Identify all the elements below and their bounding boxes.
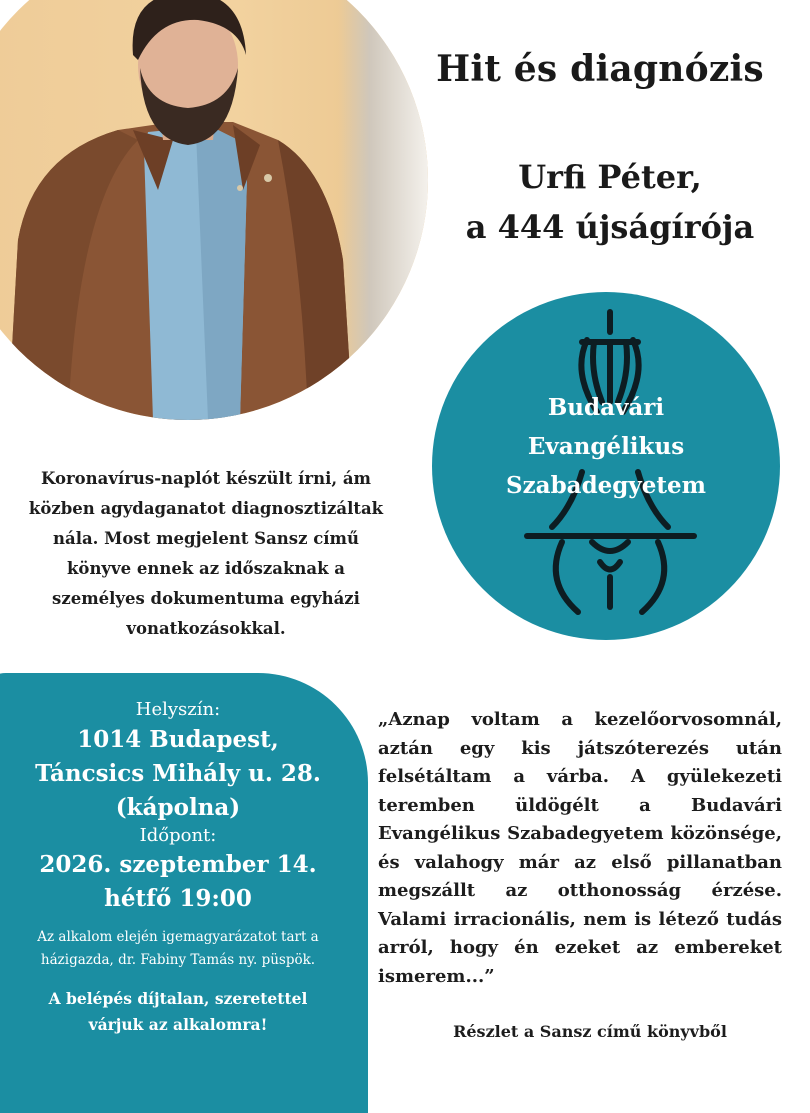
event-info-box [0,673,368,1113]
speaker-figure [0,0,428,420]
location-label: Helyszín: [135,699,221,720]
address-line-1: 1014 Budapest, [77,726,279,753]
page-title: Hit és diagnózis [436,48,764,90]
logo-text [432,388,780,505]
intro-paragraph: Koronavírus-naplót készült írni, ám közben agydaganatot diagnosztizáltak nála. Most megjelent Sansz című könyve ennek az időszaknak a személyes dokumentuma egyházi vonatkozásokkal. [28,469,384,638]
event-time: hétfő 19:00 [104,885,252,912]
address-line-2: Táncsics Mihály u. 28. [35,760,321,787]
subtitle-line-2: a 444 újságírója [465,208,755,246]
event-info [0,699,358,1038]
speaker-photo [0,0,428,420]
logo-line-1: Budavári [547,394,665,421]
event-date: 2026. szeptember 14. [39,851,317,878]
quote-source: Részlet a Sansz című könyvből [453,1022,727,1041]
entry-note: A belépés díjtalan, szeretettel várjuk az alkalomra! [48,989,308,1034]
logo-line-2: Evangélikus [527,433,685,460]
subtitle-line-1: Urfi Péter, [518,158,702,196]
organizer-logo [432,292,780,640]
host-note: Az alkalom elején igemagyarázatot tart a házigazda, dr. Fabiny Tamás ny. püspök. [37,929,319,968]
book-quote: „Aznap voltam a kezelőorvosomnál, aztán egy kis játszóterezés után felsétáltam a várba. A gyülekezeti teremben üldögélt a Budavári Evangélikus Szabadegyetem közönsége, és valahogy már az első pillanatban megszállt az otthonosság érzése. Valami irracionális, nem is létező tudás arról, hogy én ezeket az embereket ismerem...” [378,709,782,987]
logo-line-3: Szabadegyetem [506,472,706,499]
speaker-subtitle [400,152,810,252]
address-line-3: (kápolna) [115,794,241,821]
time-label: Időpont: [139,825,217,846]
